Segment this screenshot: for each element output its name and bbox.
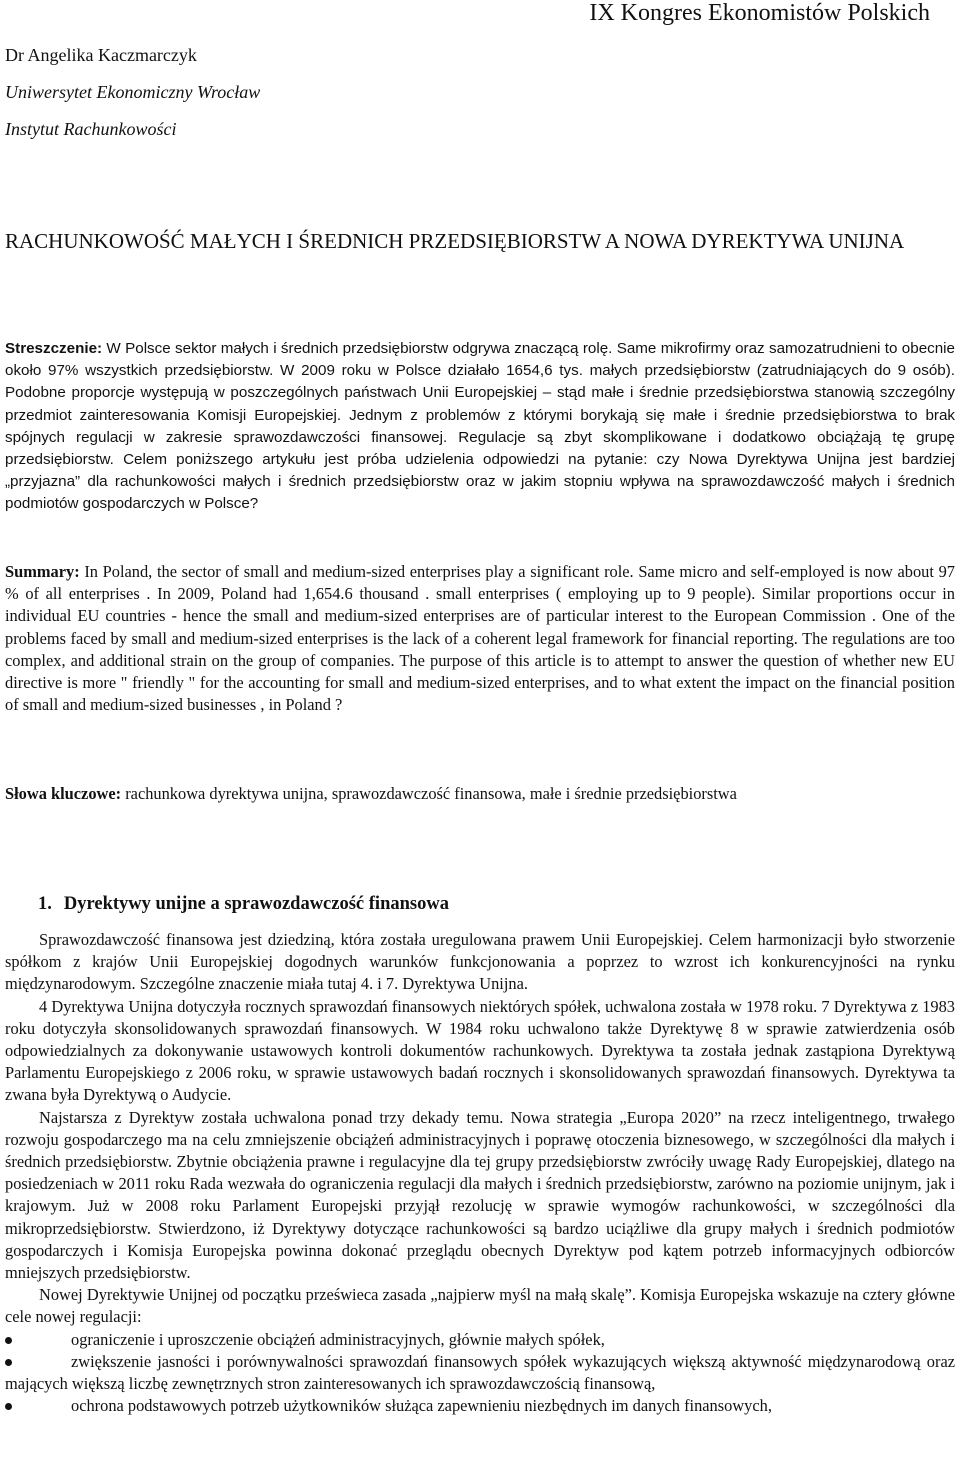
section-body bbox=[5, 929, 955, 1417]
list-item bbox=[5, 1395, 955, 1417]
abstract-english bbox=[5, 561, 955, 716]
conference-title: IX Kongres Ekonomistów Polskich bbox=[589, 0, 930, 26]
list-item bbox=[5, 1329, 955, 1351]
abstract-polish-text: W Polsce sektor małych i średnich przedsiębiorstw odgrywa znaczącą rolę. Same mikrofirmy oraz samozatrudnieni to obecnie około 97% wszystkich przedsiębiorstw. W 2009 roku w Polsce działało 1654,6 tys. małych przedsiębiorstw (zatrudniających do 9 osób). Podobne proporcje występują w poszczególnych państwach Unii Europejskiej – stąd małe i średnie przedsiębiorstwa stanowią szczególny przedmiot zainteresowania Komisji Europejskiej. Jednym z problemów z którymi borykają się małe i średnie przedsiębiorstwa to brak spójnych regulacji w zakresie sprawozdawczości finansowej. Regulacje są zbyt skomplikowane i dodatkowo obciążają tę grupę przedsiębiorstw. Celem poniższego artykułu jest próba udzielenia odpowiedzi na pytanie: czy Nowa Dyrektywa Unijna jest bardziej „przyjazna” dla rachunkowości małych i średnich przedsiębiorstw oraz w jakim stopniu wpływa na sprawozdawczość małych i średnich podmiotów gospodarczych w Polsce? bbox=[5, 340, 955, 513]
keywords bbox=[5, 782, 955, 806]
abstract-polish bbox=[5, 338, 955, 516]
bullet-icon bbox=[5, 1337, 12, 1344]
author-name: Dr Angelika Kaczmarczyk bbox=[5, 45, 197, 65]
list-item-text: ochrona podstawowych potrzeb użytkowników służąca zapewnieniu niezbędnych im danych finansowych, bbox=[71, 1396, 772, 1416]
section-heading bbox=[38, 894, 449, 915]
keywords-label: Słowa kluczowe: bbox=[5, 784, 122, 803]
paragraph: Najstarsza z Dyrektyw została uchwalona ponad trzy dekady temu. Nowa strategia „Europa 2020” na rzecz inteligentnego, trwałego rozwoju gospodarczego ma na celu zmniejszenie obciążeń administracyjnych i poprawę otoczenia biznesowego, w szczególności dla małych i średnich przedsiębiorstw. Zbytnie obciążenia prawne i regulacyjne dla tej grupy przedsiębiorstw zwróciły uwagę Rady Europejskiej, dlatego na posiedzeniach w 2011 roku Rada wezwała do ograniczenia regulacji dla małych i średnich przedsiębiorstw, zarówno na poziomie unijnym, jak i krajowym. Już w 2008 roku Parlament Europejski przyjął rezolucję w sprawie wymogów rachunkowości, w szczególności dla mikroprzedsiębiorstw. Stwierdzono, iż Dyrektywy dotyczące rachunkowości są bardzo uciążliwe dla grupy małych i średnich podmiotów gospodarczych i Komisja Europejska powinna dokonać przeglądu obecnych Dyrektyw pod kątem potrzeb informacyjnych odbiorców mniejszych przedsiębiorstw. bbox=[5, 1107, 955, 1283]
bullet-icon bbox=[5, 1359, 12, 1366]
author-institute: Instytut Rachunkowości bbox=[5, 119, 177, 139]
keywords-text: rachunkowa dyrektywa unijna, sprawozdawczość finansowa, małe i średnie przedsiębiorstwa bbox=[121, 784, 737, 803]
author-block bbox=[5, 37, 260, 148]
abstract-english-label: Summary: bbox=[5, 562, 80, 581]
goals-list bbox=[5, 1329, 955, 1418]
paragraph: 4 Dyrektywa Unijna dotyczyła rocznych sprawozdań finansowych niektórych spółek, uchwalona została w 1978 roku. 7 Dyrektywa z 1983 roku dotyczyła skonsolidowanych sprawozdań finansowych. W 1984 roku uchwalono także Dyrektywę 8 w sprawie zatwierdzenia osób odpowiedzialnych za dokonywanie ustawowych kontroli dokumentów rachunkowych. Dyrektywa ta została jednak zastąpiona Dyrektywą Parlamentu Europejskiego z 2006 roku, w sprawie ustawowych badań rocznych i skonsolidowanych sprawozdań finansowych. Dyrektywa ta zwana była Dyrektywą o Audycie. bbox=[5, 996, 955, 1105]
paragraph: Sprawozdawczość finansowa jest dziedziną, która została uregulowana prawem Unii Europejskiej. Celem harmonizacji było stworzenie spółkom z krajów Unii Europejskiej dogodnych warunków funkcjonowania a poprzez to wzrost ich konkurencyjności na rynku międzynarodowym. Szczególne znaczenie miała tutaj 4. i 7. Dyrektywa Unijna. bbox=[5, 930, 955, 994]
author-university: Uniwersytet Ekonomiczny Wrocław bbox=[5, 82, 261, 102]
section-number: 1. bbox=[38, 894, 52, 914]
list-item-text: ograniczenie i uproszczenie obciążeń administracyjnych, głównie małych spółek, bbox=[71, 1329, 605, 1349]
list-item bbox=[5, 1351, 955, 1395]
abstract-english-text: In Poland, the sector of small and medium-sized enterprises play a significant role. Same micro and self-employed is now about 97 % of all enterprises . In 2009, Poland had 1,654.6 thousand . small enterprises ( employing up to 9 people). Similar proportions occur in individual EU countries - hence the small and medium-sized enterprises are of particular interest to the European Commission . One of the problems faced by small and medium-sized enterprises is the lack of a coherent legal framework for financial reporting. The regulations are too complex, and additional strain on the group of companies. The purpose of this article is to attempt to answer the question of whether new EU directive is more " friendly " for the accounting for small and medium-sized enterprises, and to what extent the impact on the financial position of small and medium-sized businesses , in Poland ? bbox=[5, 562, 955, 715]
abstract-polish-label: Streszczenie: bbox=[5, 340, 103, 357]
list-item-text: zwiększenie jasności i porównywalności sprawozdań finansowych spółek wykazujących większą aktywność międzynarodową oraz mających większą liczbę zewnętrznych stron zainteresowanych ich sprawozdawczością finansową, bbox=[5, 1351, 955, 1394]
paper-title: RACHUNKOWOŚĆ MAŁYCH I ŚREDNICH PRZEDSIĘBIORSTW A NOWA DYREKTYWA UNIJNA bbox=[5, 229, 905, 253]
paragraph: Nowej Dyrektywie Unijnej od początku prześwieca zasada „najpierw myśl na małą skalę”. Komisja Europejska wskazuje na cztery główne cele nowej regulacji: bbox=[5, 1285, 955, 1327]
section-heading-text: Dyrektywy unijne a sprawozdawczość finansowa bbox=[63, 894, 449, 914]
